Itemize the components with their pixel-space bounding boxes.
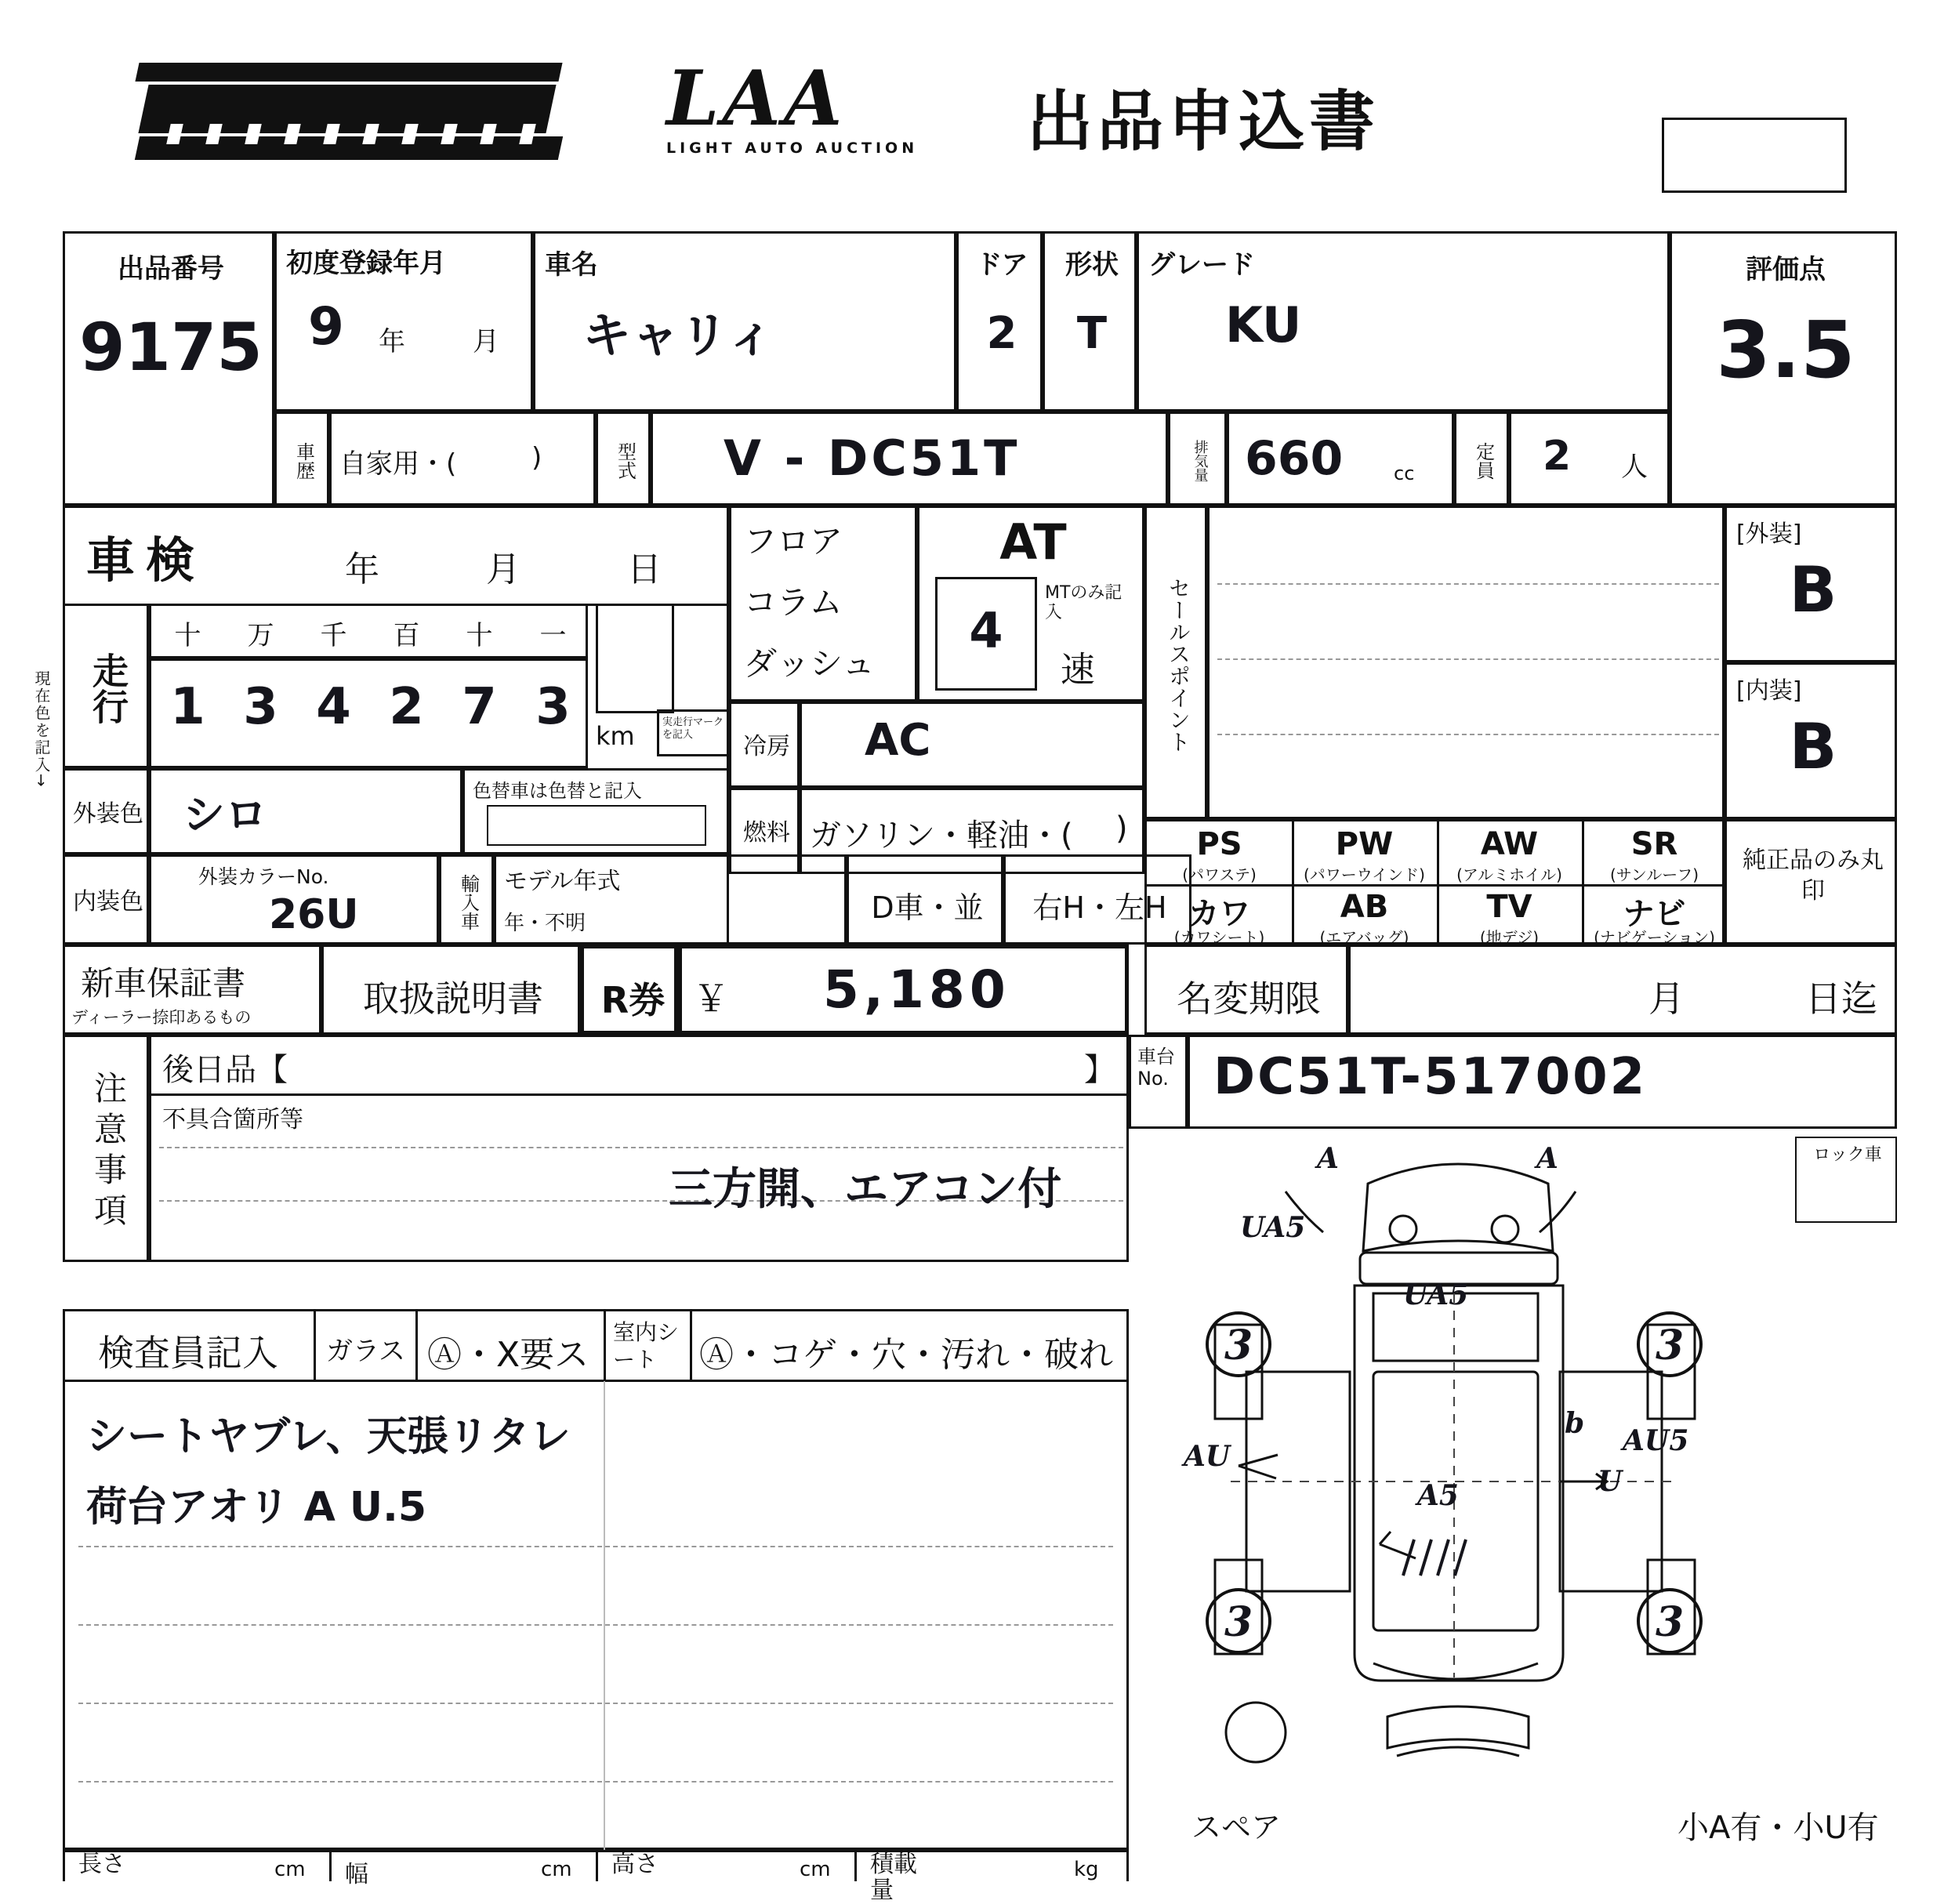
svg-text:U: U: [1598, 1465, 1623, 1498]
shape-label: 形状: [1065, 249, 1119, 281]
rating-value: 3.5: [1716, 304, 1855, 396]
svg-text:A5: A5: [1417, 1479, 1459, 1512]
notes-label-cell: [63, 1035, 149, 1262]
first-reg-year-value: 9: [308, 296, 344, 357]
load-unit: kg: [1074, 1858, 1099, 1881]
grade-label: グレード: [1148, 249, 1255, 281]
inspector-block: [63, 1309, 1129, 1850]
digit-label-5: 一: [539, 620, 567, 651]
first-reg-month-unit: 月: [473, 326, 499, 357]
shaken-year-label: 年: [345, 549, 379, 589]
shape-cell: [1043, 231, 1137, 412]
shaken-month-label: 月: [486, 549, 520, 589]
spare-label: スペア: [1191, 1810, 1282, 1844]
ext-color-no-value: 26U: [269, 891, 359, 938]
ext-color-label: 外装色: [73, 800, 143, 828]
logo-text: LAA: [666, 54, 846, 143]
fuel-label: 燃料: [743, 818, 790, 847]
car-name-label: 車名: [545, 249, 598, 281]
lot-no-label: 出品番号: [118, 252, 224, 285]
displacement-value: 660: [1245, 431, 1344, 486]
later-items-close: 】: [1084, 1052, 1115, 1088]
genuine-note-cell: [1725, 819, 1897, 945]
color-change-label: 色替車は色替と記入: [473, 780, 642, 802]
model-code-cell: [651, 412, 1168, 506]
model-code-label-cell: [596, 412, 651, 506]
digit-label-2: 千: [320, 620, 347, 651]
mileage-value-row: [149, 658, 588, 768]
digit-label-0: 十: [174, 620, 201, 651]
load-label: 積載量: [870, 1851, 917, 1904]
svg-text:A: A: [1536, 1142, 1558, 1175]
speed-label: 速: [1061, 650, 1095, 690]
mileage-digit-3: 2: [389, 678, 424, 736]
private-use-cell: [329, 412, 596, 506]
small-marks-label[interactable]: 小A有・小U有: [1677, 1810, 1879, 1846]
name-change-label: 名変期限: [1177, 977, 1321, 1020]
notes-handwritten: 三方開、エアコン付: [669, 1164, 1062, 1215]
r-ticket-value-cell: [678, 945, 1129, 1035]
logo-subtext: LIGHT AUTO AUCTION: [666, 140, 919, 157]
capacity-cell: [1509, 412, 1670, 506]
car-name-value: キャリィ: [582, 306, 775, 364]
mileage-digit-0: 1: [170, 678, 205, 736]
model-code-value: V - DC51T: [724, 430, 1021, 487]
equip-ab-code[interactable]: AB: [1340, 889, 1389, 925]
r-ticket-label-cell: [580, 945, 678, 1035]
notes-area[interactable]: [149, 1035, 1129, 1262]
name-change-label-cell: [1144, 945, 1348, 1035]
ext-grade-value: B: [1789, 553, 1837, 626]
shift-cell: [729, 506, 917, 702]
length-unit: cm: [274, 1858, 306, 1881]
sales-point-area[interactable]: [1207, 506, 1725, 819]
shape-value: T: [1076, 308, 1108, 359]
color-change-input[interactable]: [487, 805, 706, 846]
history-label: 車歴: [292, 442, 315, 480]
interior-label: 室内シート: [613, 1319, 680, 1373]
equip-ps-code[interactable]: PS: [1196, 826, 1242, 862]
grade-value: KU: [1225, 296, 1302, 354]
equip-aw-code[interactable]: AW: [1480, 826, 1539, 862]
km-note-box: [657, 709, 729, 756]
sales-point-label: セールスポイント: [1166, 577, 1191, 753]
equip-navi-name: (ナビゲーション): [1594, 928, 1715, 947]
capacity-label: 定員: [1472, 442, 1495, 480]
ext-color-no-cell: [149, 854, 439, 945]
digit-label-4: 十: [466, 620, 493, 651]
name-change-value-cell: [1348, 945, 1897, 1035]
shift-option-dash[interactable]: ダッシュ: [744, 644, 876, 683]
door-label: ドア: [975, 249, 1028, 281]
mileage-label: 走行: [87, 652, 129, 724]
svg-text:3: 3: [1656, 1322, 1685, 1369]
laa-logo: [666, 54, 996, 157]
svg-text:AU: AU: [1184, 1440, 1231, 1473]
grade-cell: [1137, 231, 1670, 412]
import-label-cell: [439, 854, 494, 945]
chassis-value: DC51T-517002: [1213, 1048, 1648, 1106]
document-title: 出品申込書: [1027, 83, 1380, 160]
equip-ab-name: (エアバッグ): [1319, 928, 1409, 947]
name-change-day: 日迄: [1805, 977, 1877, 1020]
mileage-digit-4: 7: [462, 678, 497, 736]
import-label: 輸入車: [457, 874, 480, 930]
shift-option-floor[interactable]: フロア: [744, 522, 843, 560]
lot-no-cell: [63, 231, 274, 506]
fuel-close: ): [1115, 811, 1128, 847]
private-use-close: ): [531, 442, 542, 473]
equip-pw-code[interactable]: PW: [1335, 826, 1394, 862]
at-cell: [917, 506, 1144, 702]
fuel-label-cell: [729, 788, 800, 874]
int-color-label-cell: [63, 854, 149, 945]
ext-grade-label: [外装]: [1736, 520, 1802, 548]
int-color-label: 内装色: [73, 887, 143, 916]
capacity-value: 2: [1543, 433, 1572, 480]
displacement-label: 排気量: [1191, 440, 1209, 482]
at-label: AT: [999, 513, 1067, 571]
barcode-icon: [137, 55, 560, 172]
equip-aw-name: (アルミホイル): [1456, 865, 1562, 884]
model-year-sub: 年・不明: [504, 912, 586, 935]
fuel-options[interactable]: ガソリン・軽油・(: [810, 818, 1073, 854]
equip-sr-name: (サンルーフ): [1609, 865, 1699, 884]
svg-text:3: 3: [1224, 1322, 1253, 1369]
r-ticket-label: R券: [600, 979, 666, 1021]
lock-car-label: ロック車: [1813, 1145, 1882, 1165]
sales-point-label-cell: [1144, 506, 1207, 819]
car-name-cell: [533, 231, 956, 412]
sheet-header: [118, 39, 1842, 212]
private-use-label: 自家用・(: [339, 448, 457, 480]
interior-options[interactable]: Ⓐ・コゲ・穴・汚れ・破れ: [699, 1335, 1113, 1375]
svg-text:A: A: [1317, 1142, 1339, 1175]
chassis-value-cell: [1188, 1035, 1897, 1129]
length-label: 長さ: [78, 1851, 125, 1878]
svg-text:UA5: UA5: [1240, 1211, 1306, 1244]
height-unit: cm: [800, 1858, 831, 1881]
first-reg-cell: [274, 231, 533, 412]
lot-no-value: 9175: [79, 309, 263, 386]
svg-text:b: b: [1565, 1407, 1585, 1440]
later-items-label: 後日品【: [162, 1052, 288, 1088]
equip-tv-code[interactable]: TV: [1486, 889, 1532, 925]
manual-label: 取扱説明書: [363, 977, 543, 1020]
width-unit: cm: [541, 1858, 572, 1881]
equipment-grid: [1144, 819, 1725, 945]
capacity-label-cell: [1454, 412, 1509, 506]
car-diagram: [1168, 1137, 1897, 1787]
notes-label: 注意事項: [89, 1071, 128, 1234]
height-label: 高さ: [611, 1851, 658, 1878]
ext-color-value-cell: [149, 768, 462, 854]
door-value: 2: [986, 308, 1017, 359]
genuine-note: 純正品のみ丸印: [1743, 847, 1884, 905]
equip-navi-code[interactable]: ナビ: [1623, 896, 1686, 932]
equip-kawa-name: (カワシート): [1173, 928, 1265, 947]
model-code-label: 型式: [614, 442, 637, 480]
ac-label-cell: [729, 702, 800, 788]
svg-text:3: 3: [1224, 1598, 1253, 1646]
speed-value: 4: [969, 602, 1003, 659]
inspector-label: 検査員記入: [98, 1332, 278, 1374]
int-grade-label: [内装]: [1736, 677, 1802, 705]
yen-label: ￥: [693, 977, 729, 1020]
stamp-box: [1662, 118, 1847, 193]
chassis-label-cell: [1129, 1035, 1188, 1129]
displacement-cell: [1227, 412, 1454, 506]
chassis-label: 車台No.: [1137, 1046, 1175, 1090]
ext-color-label-cell: [63, 768, 149, 854]
history-cell: [274, 412, 329, 506]
equip-pw-name: (パワーウインド): [1303, 865, 1425, 884]
svg-text:AU5: AU5: [1623, 1424, 1689, 1457]
color-change-cell: [462, 768, 729, 854]
first-reg-label: 初度登録年月: [286, 247, 446, 279]
equip-ps-name: (パワステ): [1182, 865, 1257, 884]
real-mileage-mark-box: [596, 604, 674, 713]
door-cell: [956, 231, 1043, 412]
ac-label: 冷房: [743, 732, 790, 760]
shift-option-column[interactable]: コラム: [744, 583, 843, 622]
width-label: 幅: [345, 1861, 368, 1888]
mileage-km-label: km: [596, 721, 635, 751]
capacity-unit: 人: [1621, 452, 1648, 483]
r-ticket-value: 5,180: [823, 959, 1010, 1020]
svg-text:UA5: UA5: [1403, 1278, 1469, 1311]
rating-label: 評価点: [1746, 254, 1826, 285]
new-car-warranty-cell: [63, 945, 321, 1035]
mileage-digit-header: [149, 604, 588, 658]
ext-color-value: シロ: [183, 790, 267, 840]
mt-note: MTのみ記入: [1045, 583, 1123, 623]
new-car-warranty-sub: ディーラー捺印あるもの: [71, 1008, 252, 1027]
car-diagram-svg: [1168, 1137, 1897, 1787]
new-car-warranty-label: 新車保証書: [81, 964, 246, 1003]
fuel-value-cell: [800, 788, 1144, 874]
name-change-month: 月: [1648, 977, 1685, 1020]
displacement-unit: cc: [1394, 462, 1415, 484]
shaken-day-label: 日: [627, 549, 662, 589]
digit-label-3: 百: [393, 620, 420, 651]
equip-tv-name: (地デジ): [1479, 928, 1540, 947]
ext-grade-cell: [1725, 506, 1897, 662]
km-note: 実走行マークを記入: [662, 716, 724, 741]
ac-value: AC: [865, 715, 931, 766]
glass-options[interactable]: Ⓐ・X要ス: [427, 1335, 589, 1375]
glass-label: ガラス: [326, 1336, 405, 1367]
rating-cell: [1670, 231, 1897, 506]
ac-value-cell: [800, 702, 1144, 788]
mileage-label-cell: [63, 604, 149, 768]
svg-text:3: 3: [1656, 1598, 1685, 1646]
ext-color-no-label: 外装カラーNo.: [198, 865, 329, 888]
int-grade-value: B: [1789, 710, 1837, 783]
equip-sr-code[interactable]: SR: [1630, 826, 1678, 862]
inspector-line-1: シートヤブレ、天張リタレ: [86, 1413, 571, 1460]
defect-label: 不具合箇所等: [162, 1106, 303, 1133]
shaken-label: 車検: [86, 531, 206, 589]
mileage-digit-2: 4: [316, 678, 351, 736]
current-color-note: 現在色を記入→: [32, 670, 51, 789]
mileage-digit-1: 3: [243, 678, 278, 736]
int-grade-cell: [1725, 662, 1897, 819]
hand-label: 右H・左H: [1032, 890, 1167, 925]
displacement-label-cell: [1168, 412, 1227, 506]
equip-kawa-code[interactable]: カワ: [1188, 896, 1251, 932]
inspector-line-2: 荷台アオリ A U.5: [86, 1484, 427, 1531]
digit-label-1: 万: [247, 620, 274, 651]
d-car-label: D車・並: [871, 890, 984, 925]
model-year-label: モデル年式: [504, 868, 621, 895]
manual-cell: [321, 945, 580, 1035]
first-reg-year-unit: 年: [379, 326, 405, 357]
mileage-digit-5: 3: [535, 678, 571, 736]
